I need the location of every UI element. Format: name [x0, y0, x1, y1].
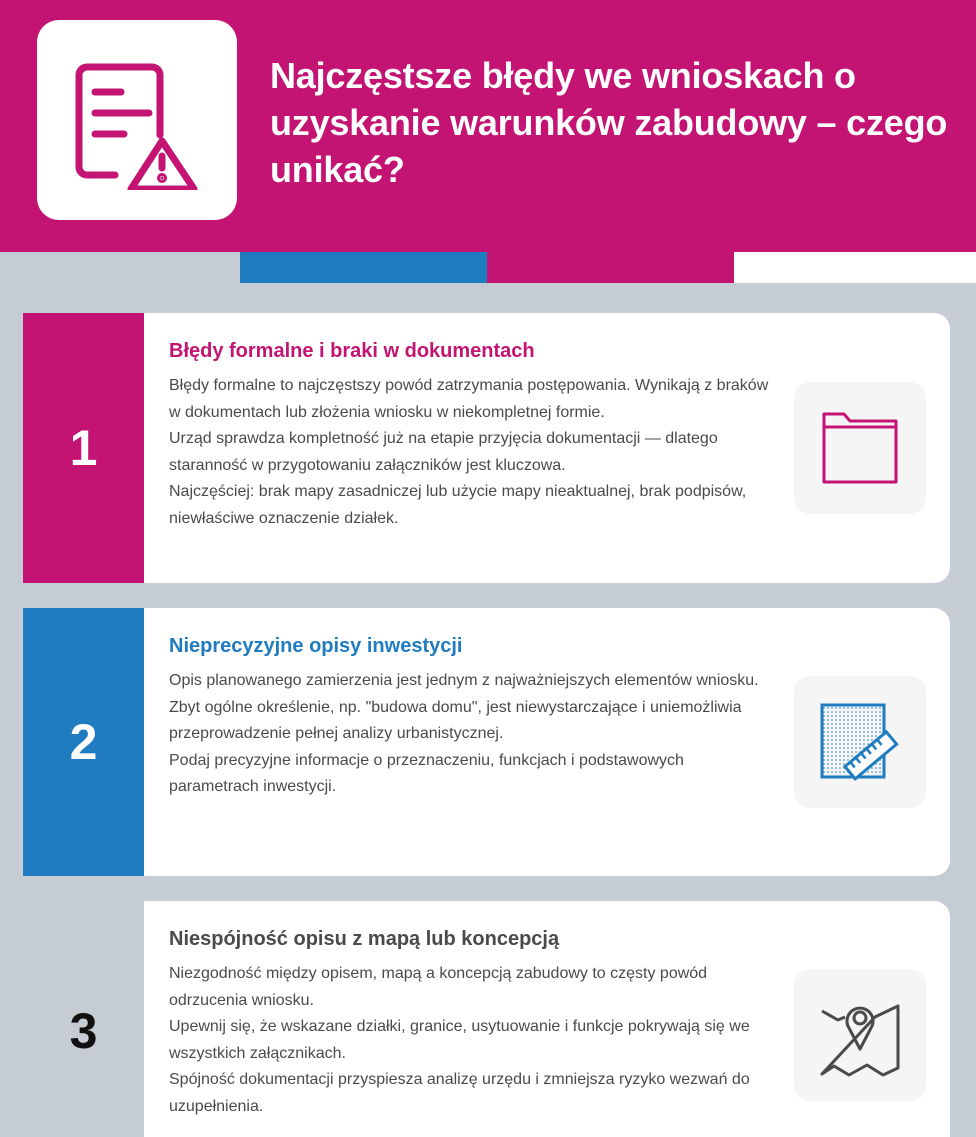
map-pin-icon [818, 993, 902, 1077]
card-content [169, 634, 769, 801]
card-paragraph: Spójność dokumentacji przyspiesza analizę urzędu i zmniejsza ryzyko wezwań do uzupełnienia. [169, 1071, 750, 1115]
card-heading: Nieprecyzyjne opisy inwestycji [169, 635, 463, 657]
card-content [169, 339, 769, 532]
card-description [169, 961, 769, 1120]
decor-stripe-magenta [487, 252, 734, 283]
folder-icon [820, 410, 900, 486]
card-heading: Niespójność opisu z mapą lub koncepcją [169, 928, 560, 950]
card-icon-box [794, 676, 926, 808]
card-paragraph: Niezgodność między opisem, mapą a koncepcją zabudowy to częsty powód odrzucenia wniosku. [169, 965, 708, 1009]
card-paragraph: Zbyt ogólne określenie, np. "budowa domu", jest niewystarczające i uniemożliwia przeprowadzenie pełnej analizy urbanistycznej. [169, 698, 742, 742]
mistake-card-3 [23, 901, 950, 1137]
document-warning-icon [67, 50, 207, 190]
card-description [169, 373, 769, 532]
card-paragraph: Opis planowanego zamierzenia jest jednym z najważniejszych elementów wniosku. [169, 672, 759, 689]
mistake-card-1 [23, 313, 950, 583]
card-paragraph: Podaj precyzyjne informacje o przeznaczeniu, funkcjach i podstawowych parametrach inwestycji. [169, 751, 684, 795]
blueprint-ruler-icon [818, 702, 902, 782]
page-title: Najczęstsze błędy we wnioskach o uzyskanie warunków zabudowy – czego unikać? [270, 55, 948, 190]
card-paragraph: Najczęściej: brak mapy zasadniczej lub użycie mapy nieaktualnej, brak podpisów, niewłaściwe oznaczenie działek. [169, 483, 747, 527]
mistake-card-2 [23, 608, 950, 876]
card-paragraph: Błędy formalne to najczęstszy powód zatrzymania postępowania. Wynikają z braków w dokumentach lub złożenia wniosku w niekompletnej formie. [169, 377, 769, 421]
card-number-badge: 1 [23, 313, 144, 583]
header-banner [0, 0, 976, 252]
card-heading: Błędy formalne i braki w dokumentach [169, 340, 535, 362]
decor-stripe-blue [240, 252, 487, 283]
card-icon-box [794, 382, 926, 514]
card-number-badge: 3 [23, 901, 144, 1137]
card-number-badge: 2 [23, 608, 144, 876]
card-paragraph: Upewnij się, że wskazane działki, granice, usytuowanie i funkcje pokrywają się we wszystkich załącznikach. [169, 1018, 750, 1062]
card-icon-box [794, 969, 926, 1101]
card-description [169, 668, 769, 801]
card-paragraph: Urząd sprawdza kompletność już na etapie przyjęcia dokumentacji — dlatego staranność w przygotowaniu załączników jest kluczowa. [169, 430, 718, 474]
decor-stripe-white [734, 252, 976, 283]
header-icon-box [37, 20, 237, 220]
card-content [169, 927, 769, 1120]
